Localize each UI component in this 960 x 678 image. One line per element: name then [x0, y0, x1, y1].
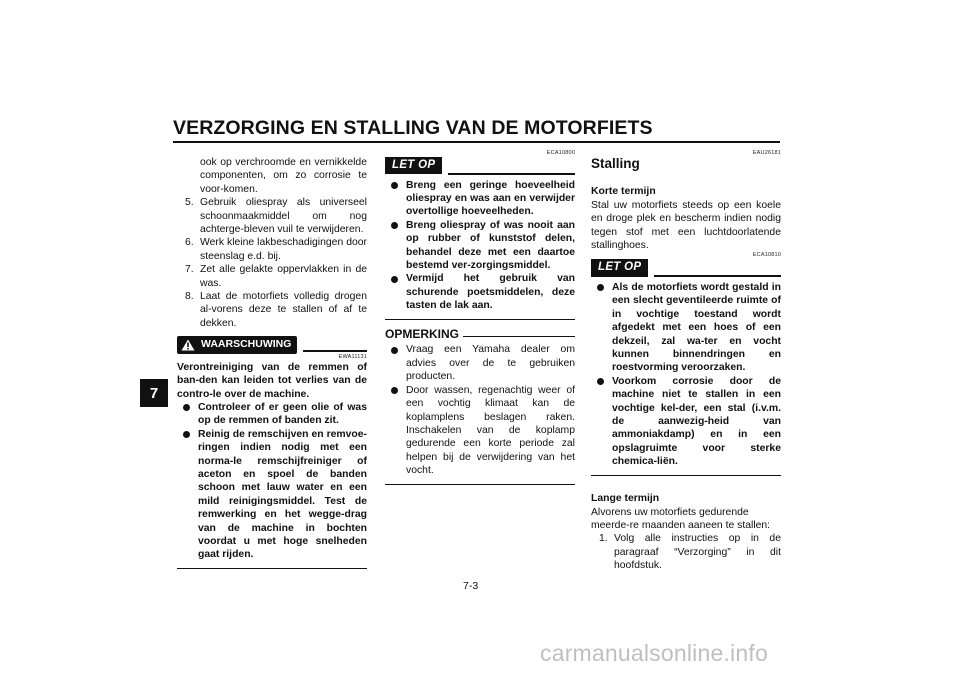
bullet-dot — [183, 431, 190, 438]
caution-bullet — [385, 179, 575, 219]
step-list — [177, 196, 367, 330]
chapter-tab: 7 — [140, 379, 168, 407]
note-bullet — [385, 343, 575, 383]
section-code: EAU26181 — [752, 150, 781, 156]
bullet-dot — [391, 276, 398, 283]
note-end-rule — [385, 484, 575, 485]
short-term-text: Stal uw motorfiets steeds op een koele en droge plek en bescherm indien nodig tegen stof met een luchtdoorlatende stallinghoes. — [591, 199, 781, 252]
note-bullet — [385, 384, 575, 478]
warning-rule — [303, 350, 367, 352]
caution-rule — [654, 275, 781, 277]
caution-label: LET OP — [591, 259, 648, 276]
bullet-dot — [391, 387, 398, 394]
note-header — [385, 328, 575, 341]
step-number: 1. — [599, 533, 608, 545]
caution-end-rule — [591, 475, 781, 477]
caution-bullet — [591, 281, 781, 375]
long-term-heading: Lange termijn — [591, 493, 660, 505]
step-number: 5. — [185, 197, 194, 209]
bullet-dot — [597, 378, 604, 385]
warning-bullet-text: Controleer of er geen olie of was op de remmen of banden zit. — [198, 401, 367, 427]
warning-triangle-icon — [181, 339, 195, 351]
section-heading: Stalling — [591, 156, 640, 171]
title-rule — [173, 141, 780, 143]
bullet-dot — [597, 284, 604, 291]
caution-bullet-text: Breng een geringe hoeveelheid oliespray en was aan en verwijder overtollige hoeveelheden. — [406, 179, 575, 218]
short-term-heading: Korte termijn — [591, 186, 656, 198]
step-item — [177, 236, 367, 263]
caution-code: ECA10800 — [546, 150, 575, 156]
step-item — [591, 532, 781, 572]
note-rule — [463, 336, 575, 337]
caution-bullet-text: Vermijd het gebruik van schurende poetsmiddelen, deze tasten de lak aan. — [406, 273, 575, 312]
step-continuation: ook op verchroomde en vernikkelde componenten, om zo corrosie te voor-komen. — [200, 157, 367, 195]
caution-end-rule — [385, 319, 575, 321]
long-term-text: Alvorens uw motorfiets gedurende meerde-re maanden aaneen te stallen: — [591, 506, 771, 531]
bullet-dot — [391, 182, 398, 189]
caution-bullet-text: Als de motorfiets wordt gestald in een slecht geventileerde ruimte of in vochtige toestand wordt afgedekt met een hoes of een dekzeil, zal wa-ter en vocht kunnen binnendringen en roestvorming veroorzaken. — [612, 281, 781, 374]
warning-code: EWA11131 — [338, 353, 367, 360]
step-item — [177, 263, 367, 290]
bullet-dot — [391, 222, 398, 229]
step-number: 8. — [185, 291, 194, 303]
caution-bullet — [385, 219, 575, 273]
step-text: Werk kleine lakbeschadigingen door steenslag e.d. bij. — [200, 237, 367, 262]
bullet-dot — [183, 404, 190, 411]
warning-bullet — [177, 428, 367, 562]
warning-header — [177, 336, 367, 353]
page-title: VERZORGING EN STALLING VAN DE MOTORFIETS — [173, 117, 653, 139]
caution-rule — [448, 173, 575, 175]
step-text: Zet alle gelakte oppervlakken in de was. — [200, 264, 367, 289]
warning-intro: Verontreiniging van de remmen of ban-den kan leiden tot verlies van de contro-le over de machine. — [177, 361, 367, 400]
caution-header — [385, 157, 575, 175]
step-text: Laat de motorfiets volledig drogen al-vorens deze te stallen of af te dekken. — [200, 291, 367, 329]
caution-label: LET OP — [385, 157, 442, 174]
step-item — [177, 290, 367, 330]
bullet-dot — [391, 347, 398, 354]
caution-bullet — [385, 272, 575, 312]
column-2 — [385, 150, 575, 485]
step-number: 7. — [185, 264, 194, 276]
warning-end-rule — [177, 568, 367, 570]
step-text: Volg alle instructies op in de paragraaf “Verzorging” in dit hoofdstuk. — [614, 533, 781, 572]
long-term-steps — [591, 532, 781, 572]
watermark: carmanualsonline.info — [540, 640, 768, 666]
step-item — [177, 196, 367, 236]
caution-bullet-text: Voorkom corrosie door de machine niet te stallen in een vochtige kel-der, een stal (i.v.m. de aanwezig-heid van ammoniakdamp) en in een opslagruimte voor sterke chemica-liën. — [612, 375, 781, 468]
caution-bullet — [591, 375, 781, 469]
note-bullet-text: Door wassen, regenachtig weer of een vochtig klimaat kan de koplamplens beslagen raken. Inschakelen van de koplamp gedurende een korte periode zal helpen bij de verwijdering van het vocht. — [406, 384, 575, 477]
warning-bullet-text: Reinig de remschijven en remvoe-ringen indien nodig met een norma-le remschijfreiniger of aceton en spoel de banden schoon met lauw water en een mild reinigingsmiddel. Test de remwerking en het wegge-drag van de machine in bochten voordat u met hoge snelheden gaat rijden. — [198, 428, 367, 561]
column-3 — [591, 150, 781, 573]
warning-label-box — [177, 336, 297, 353]
caution-bullet-text: Breng oliespray of was nooit aan op rubber of kunststof delen, behandel deze met een daartoe bestemd ver-zorgingsmiddel. — [406, 219, 575, 271]
note-label: OPMERKING — [385, 327, 460, 342]
warning-bullet — [177, 401, 367, 428]
column-1 — [177, 156, 367, 569]
caution-header — [591, 259, 781, 277]
step-number: 6. — [185, 237, 194, 249]
page-number: 7-3 — [463, 580, 479, 592]
warning-label: WAARSCHUWING — [201, 338, 292, 351]
step-text: Gebruik oliespray als universeel schoonmaakmiddel om nog achterge-bleven vuil te verwijderen. — [200, 197, 367, 236]
caution-code: ECA10810 — [752, 252, 781, 259]
note-bullet-text: Vraag een Yamaha dealer om advies over de te gebruiken producten. — [406, 344, 575, 383]
